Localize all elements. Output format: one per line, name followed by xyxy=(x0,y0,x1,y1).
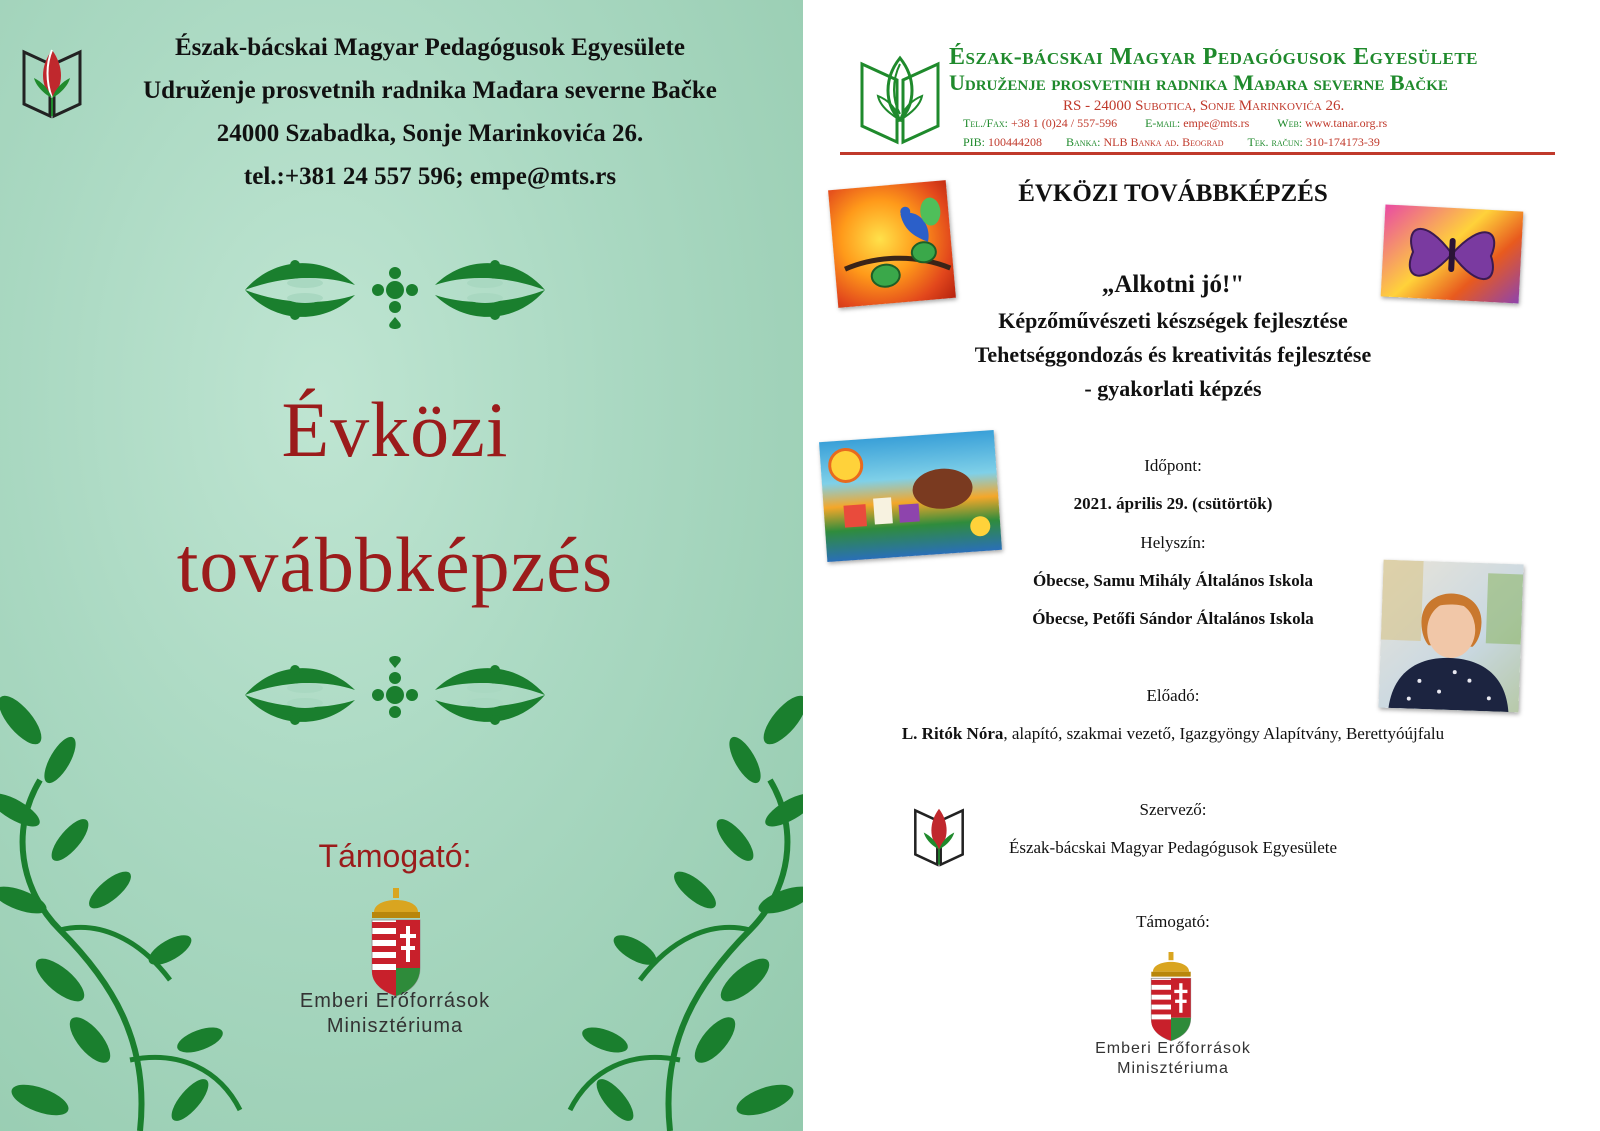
time-value: 2021. április 29. (csütörtök) xyxy=(1073,494,1273,513)
email-value: empe@mts.rs xyxy=(1183,116,1250,130)
ministry-line-1: Emberi Erőforrások xyxy=(299,990,491,1012)
floral-ornament-icon xyxy=(235,245,555,335)
letterhead-contacts xyxy=(963,116,1387,131)
subtitle-2: Tehetséggondozás és kreativitás fejlesztése xyxy=(974,342,1372,367)
org-name-sr: Udruženje prosvetnih radnika Mađara severne Bačke xyxy=(143,77,717,104)
vine-decoration-icon xyxy=(0,680,250,1131)
web-label: Web: xyxy=(1277,116,1303,130)
supporter-label-right: Támogató: xyxy=(1136,912,1210,931)
presenter-details: , alapító, szakmai vezető, Igazgyöngy Alapítvány, Berettyóújfalu xyxy=(1003,724,1445,743)
org-contact: tel.:+381 24 557 596; empe@mts.rs xyxy=(243,163,617,190)
ministry-line-1-right: Emberi Erőforrások xyxy=(1095,1040,1251,1057)
presenter-portrait-icon xyxy=(1378,560,1523,713)
ministry-line-2-right: Minisztériuma xyxy=(1117,1060,1229,1077)
tel-value: +38 1 (0)24 / 557-596 xyxy=(1011,116,1118,130)
account-label: Tek. račun: xyxy=(1247,135,1303,149)
place-1: Óbecse, Samu Mihály Általános Iskola xyxy=(1032,571,1314,590)
artwork-butterfly-image xyxy=(1381,204,1524,303)
letterhead-bank xyxy=(963,135,1380,150)
account-value: 310-174173-39 xyxy=(1305,135,1380,149)
association-logo-icon xyxy=(860,50,940,146)
tel-label: Tel./Fax: xyxy=(963,116,1008,130)
coat-of-arms-icon xyxy=(1148,952,1194,1044)
floral-ornament-icon xyxy=(235,650,555,740)
org-address: 24000 Szabadka, Sonje Marinkovića 26. xyxy=(216,120,644,147)
artwork-peacock-image xyxy=(828,180,956,308)
place-2: Óbecse, Petőfi Sándor Általános Iskola xyxy=(1032,609,1314,628)
place-label: Helyszín: xyxy=(1140,533,1206,552)
org-name-hu: Észak-bácskai Magyar Pedagógusok Egyesülete xyxy=(175,34,685,61)
artwork-butterfly-icon xyxy=(1381,204,1524,303)
letterhead-line-3: RS - 24000 Subotica, Sonje Marinkovića 26. xyxy=(1063,98,1345,114)
vine-decoration-icon xyxy=(560,680,803,1131)
letterhead-line-2: Udruženje prosvetnih radnika Mađara severne Bačke xyxy=(949,70,1448,95)
quote-title: „Alkotni jó!" xyxy=(1101,271,1245,298)
bank-label: Banka: xyxy=(1066,135,1101,149)
title-line-2: továbbképzés xyxy=(176,521,614,608)
subtitle-3: - gyakorlati képzés xyxy=(1084,376,1262,401)
presenter-name: L. Ritók Nóra xyxy=(901,724,1004,743)
ministry-line-2: Minisztériuma xyxy=(326,1015,464,1037)
organizer-label: Szervező: xyxy=(1139,800,1207,819)
coat-of-arms-icon xyxy=(368,888,424,1000)
presenter-label: Előadó: xyxy=(1146,686,1200,705)
artwork-peacock-icon xyxy=(828,180,956,308)
bank-value: NLB Banka ad. Beograd xyxy=(1103,135,1224,149)
letterhead-line-1: Észak-bácskai Magyar Pedagógusok Egyesülete xyxy=(949,44,1479,70)
association-logo-icon xyxy=(913,802,965,868)
main-heading: ÉVKÖZI TOVÁBBKÉPZÉS xyxy=(1018,180,1328,207)
title-line-1: Évközi xyxy=(281,386,509,473)
right-flyer xyxy=(803,0,1600,1131)
presenter-line xyxy=(823,724,1523,744)
association-logo-icon xyxy=(22,42,82,120)
time-label: Időpont: xyxy=(1144,456,1202,475)
pib-value: 100444208 xyxy=(988,135,1043,149)
supporter-label: Támogató: xyxy=(318,838,472,874)
organizer-value: Észak-bácskai Magyar Pedagógusok Egyesülete xyxy=(1008,838,1338,857)
pib-label: PIB: xyxy=(963,135,986,149)
presenter-photo xyxy=(1378,560,1523,713)
email-label: E-mail: xyxy=(1145,116,1181,130)
subtitle-1: Képzőművészeti készségek fejlesztése xyxy=(998,308,1348,333)
letterhead-divider xyxy=(840,152,1555,155)
web-value: www.tanar.org.rs xyxy=(1305,116,1388,130)
